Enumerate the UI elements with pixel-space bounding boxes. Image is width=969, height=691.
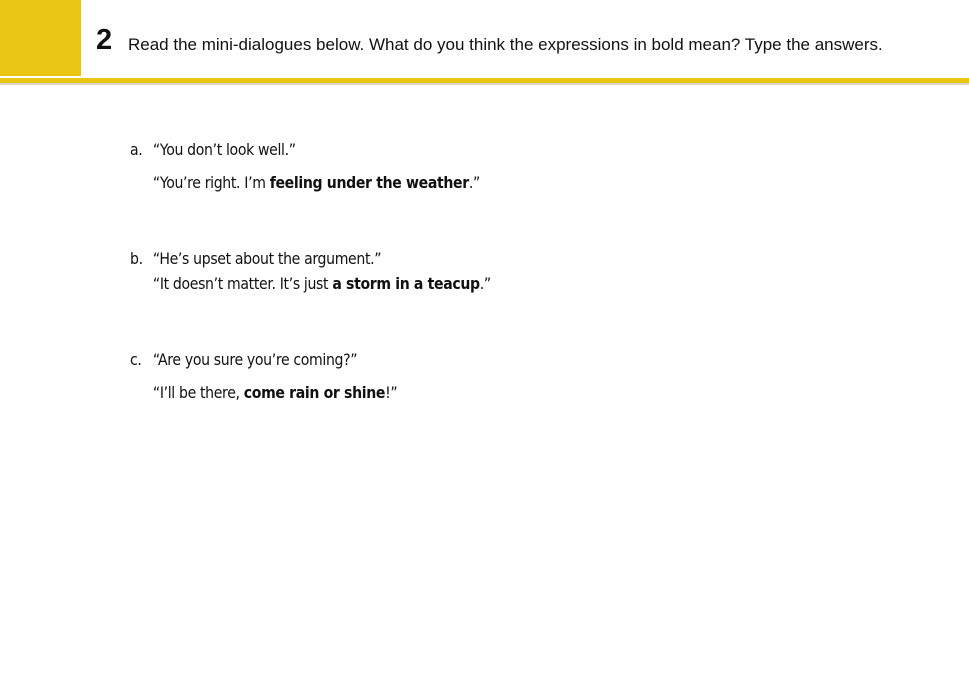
response-text-before: “You’re right. I’m bbox=[152, 173, 270, 192]
dialogue-prompt: “He’s upset about the argument.” bbox=[152, 249, 382, 268]
bold-expression: feeling under the weather bbox=[269, 173, 469, 192]
dialogue-response bbox=[153, 382, 397, 404]
header-accent-block bbox=[0, 0, 81, 76]
dialogue-response bbox=[153, 273, 491, 295]
dialogue-letter: c. bbox=[130, 350, 142, 369]
dialogue-letter: a. bbox=[130, 140, 143, 159]
exercise-instruction: Read the mini-dialogues below. What do you think the expressions in bold mean? Type the answers. bbox=[128, 35, 883, 54]
exercise-number: 2 bbox=[96, 24, 113, 56]
dialogue-prompt: “Are you sure you’re coming?” bbox=[152, 350, 358, 369]
bold-expression: come rain or shine bbox=[243, 383, 386, 402]
response-text-after: !” bbox=[385, 383, 398, 402]
dialogue-prompt: “You don’t look well.” bbox=[152, 140, 296, 159]
dialogue-response bbox=[153, 172, 480, 194]
dialogue-letter: b. bbox=[130, 249, 143, 268]
response-text-before: “I’ll be there, bbox=[152, 383, 244, 402]
bold-expression: a storm in a teacup bbox=[332, 274, 480, 293]
header-divider-shadow bbox=[0, 83, 969, 85]
response-text-after: .” bbox=[468, 173, 480, 192]
response-text-after: .” bbox=[479, 274, 491, 293]
response-text-before: “It doesn’t matter. It’s just bbox=[152, 274, 333, 293]
